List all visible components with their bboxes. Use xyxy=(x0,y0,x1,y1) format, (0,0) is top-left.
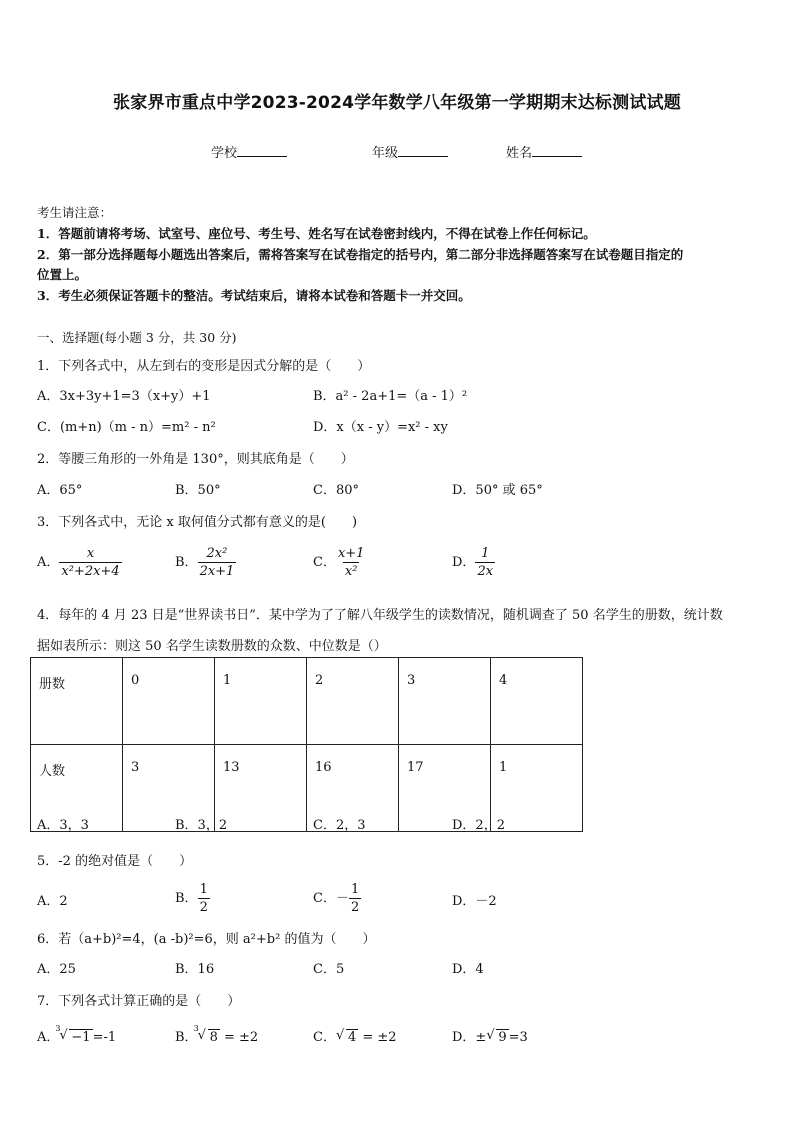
q7-option-a xyxy=(37,1026,116,1045)
name-field xyxy=(506,142,582,161)
table-row xyxy=(31,658,583,745)
table-cell: 册数 xyxy=(31,658,123,745)
q5-stem: 5．-2 的绝对值是（ ） xyxy=(37,854,193,869)
page-title: 张家界市重点中学2023-2024学年数学八年级第一学期期末达标测试试题 xyxy=(113,93,681,113)
denominator: x²+2x+4 xyxy=(61,564,120,579)
q3-a-fraction xyxy=(59,545,121,580)
table-cell: 3 xyxy=(123,745,215,832)
q6-option-a: A．25 xyxy=(37,962,76,977)
numerator: 1 xyxy=(350,882,360,897)
table-cell: 1 xyxy=(491,745,583,832)
q1-option-a: A．3x+3y+1=3（x+y）+1 xyxy=(37,389,211,404)
q1-option-b: B．a² - 2a+1=（a - 1）² xyxy=(313,389,468,404)
q2-option-c: C．80° xyxy=(313,483,359,498)
q4-option-b: B．3，2 xyxy=(175,818,228,833)
radical-icon: √ xyxy=(486,1028,495,1043)
numerator: 1 xyxy=(199,882,208,897)
square-root xyxy=(336,1030,358,1045)
grade-field xyxy=(372,142,448,161)
root-index: 3 xyxy=(193,1024,199,1033)
table-cell: 人数 xyxy=(31,745,123,832)
q3-stem: 3．下列各式中，无论 x 取何值分式都有意义的是( ) xyxy=(37,515,358,530)
q3-option-a xyxy=(37,545,122,580)
radicand: −1 xyxy=(71,1030,91,1045)
q3-a-label: A． xyxy=(37,555,60,570)
table-cell: 1 xyxy=(215,658,307,745)
school-label: 学校 xyxy=(211,146,238,161)
q4-option-d: D．2，2 xyxy=(452,818,505,833)
square-root xyxy=(486,1030,508,1045)
q7-d-label: D．± xyxy=(452,1030,487,1045)
cube-root xyxy=(55,1024,92,1045)
q1-stem: 1．下列各式中，从左到右的变形是因式分解的是（ ） xyxy=(37,359,371,374)
grade-blank[interactable] xyxy=(398,144,448,157)
q7-d-result: =3 xyxy=(508,1030,528,1045)
q5-b-fraction xyxy=(198,881,210,916)
q3-c-fraction xyxy=(336,545,367,580)
q5-option-a: A．2 xyxy=(37,894,68,909)
q4-option-a: A．3，3 xyxy=(37,818,89,833)
q6-option-c: C．5 xyxy=(313,962,345,977)
q3-d-fraction xyxy=(475,545,495,580)
table-cell: 2 xyxy=(307,658,399,745)
q2-option-b: B．50° xyxy=(175,483,221,498)
numerator: x+1 xyxy=(337,546,365,561)
q7-a-result: =-1 xyxy=(92,1030,117,1045)
radical-icon: √ xyxy=(197,1028,206,1043)
q7-b-result: = ±2 xyxy=(219,1030,259,1045)
root-index: 3 xyxy=(55,1024,61,1033)
q1-option-d: D．x（x - y）=x² - xy xyxy=(313,420,448,435)
name-label: 姓名 xyxy=(506,146,533,161)
q7-a-label: A． xyxy=(37,1030,60,1045)
note-item: 1．答题前请将考场、试室号、座位号、考生号、姓名写在试卷密封线内，不得在试卷上作任何标记。 xyxy=(37,226,596,241)
denominator: 2 xyxy=(199,900,208,915)
denominator: 2x xyxy=(477,564,494,579)
section-heading: 一、选择题(每小题 3 分，共 30 分) xyxy=(37,330,237,345)
q7-c-label: C． xyxy=(313,1030,336,1045)
q5-option-b xyxy=(175,881,210,916)
q3-option-d xyxy=(452,545,495,580)
cube-root xyxy=(193,1024,220,1045)
q4-option-c: C．2，3 xyxy=(313,818,366,833)
numerator: 2x² xyxy=(206,546,228,561)
q6-option-d: D．4 xyxy=(452,962,484,977)
q4-data-table xyxy=(30,657,583,832)
numerator: 1 xyxy=(481,546,490,561)
q7-stem: 7．下列各式计算正确的是（ ） xyxy=(37,994,241,1009)
q4-stem-line-1: 4．每年的 4 月 23 日是“世界读书日”．某中学为了了解八年级学生的读数情况，随机调查了 50 名学生的册数，统计数 xyxy=(37,608,723,623)
denominator: 2x+1 xyxy=(199,564,235,579)
q5-c-label: C．－ xyxy=(313,891,349,906)
radicand: 8 xyxy=(209,1030,218,1045)
denominator: 2 xyxy=(350,900,360,915)
radical-icon: √ xyxy=(335,1028,345,1043)
radicand: 9 xyxy=(498,1030,507,1045)
q7-b-label: B． xyxy=(175,1030,198,1045)
table-cell: 16 xyxy=(307,745,399,832)
table-cell: 17 xyxy=(399,745,491,832)
q3-c-label: C． xyxy=(313,555,336,570)
school-field xyxy=(211,142,287,161)
q3-option-b xyxy=(175,545,236,580)
radical-icon: √ xyxy=(59,1028,68,1043)
name-blank[interactable] xyxy=(532,144,582,157)
note-item: 2．第一部分选择题每小题选出答案后，需将答案写在试卷指定的括号内，第二部分非选择题答案写在试卷题目指定的 xyxy=(37,247,684,262)
radicand: 4 xyxy=(347,1030,357,1045)
q7-option-d xyxy=(452,1026,528,1045)
q5-c-fraction xyxy=(349,881,361,916)
q3-b-label: B． xyxy=(175,555,198,570)
q7-c-result: = ±2 xyxy=(358,1030,397,1045)
q6-stem: 6．若（a+b)²=4，(a -b)²=6，则 a²+b² 的值为（ ） xyxy=(37,932,376,947)
grade-label: 年级 xyxy=(372,146,399,161)
q5-option-c xyxy=(313,881,361,916)
q7-option-c xyxy=(313,1026,397,1045)
numerator: x xyxy=(86,546,95,561)
q3-d-label: D． xyxy=(452,555,476,570)
q4-stem-line-2: 据如表所示：则这 50 名学生读数册数的众数、中位数是（） xyxy=(37,639,387,654)
denominator: x² xyxy=(344,564,358,579)
q7-option-b xyxy=(175,1026,258,1045)
note-item: 位置上。 xyxy=(37,267,88,282)
q3-option-c xyxy=(313,545,366,580)
table-cell: 3 xyxy=(399,658,491,745)
note-item: 3．考生必须保证答题卡的整洁。考试结束后，请将本试卷和答题卡一并交回。 xyxy=(37,288,471,303)
notes-heading: 考生请注意： xyxy=(37,205,113,220)
q6-option-b: B．16 xyxy=(175,962,215,977)
table-cell: 13 xyxy=(215,745,307,832)
q5-b-label: B． xyxy=(175,891,198,906)
school-blank[interactable] xyxy=(237,144,287,157)
q2-option-a: A．65° xyxy=(37,483,83,498)
table-cell: 4 xyxy=(491,658,583,745)
q5-option-d: D．－2 xyxy=(452,894,497,909)
q2-option-d: D．50° 或 65° xyxy=(452,483,543,498)
q3-b-fraction xyxy=(198,545,237,580)
q2-stem: 2．等腰三角形的一外角是 130°，则其底角是（ ） xyxy=(37,452,354,467)
q1-option-c: C．(m+n)（m - n）=m² - n² xyxy=(37,420,216,435)
table-cell: 0 xyxy=(123,658,215,745)
